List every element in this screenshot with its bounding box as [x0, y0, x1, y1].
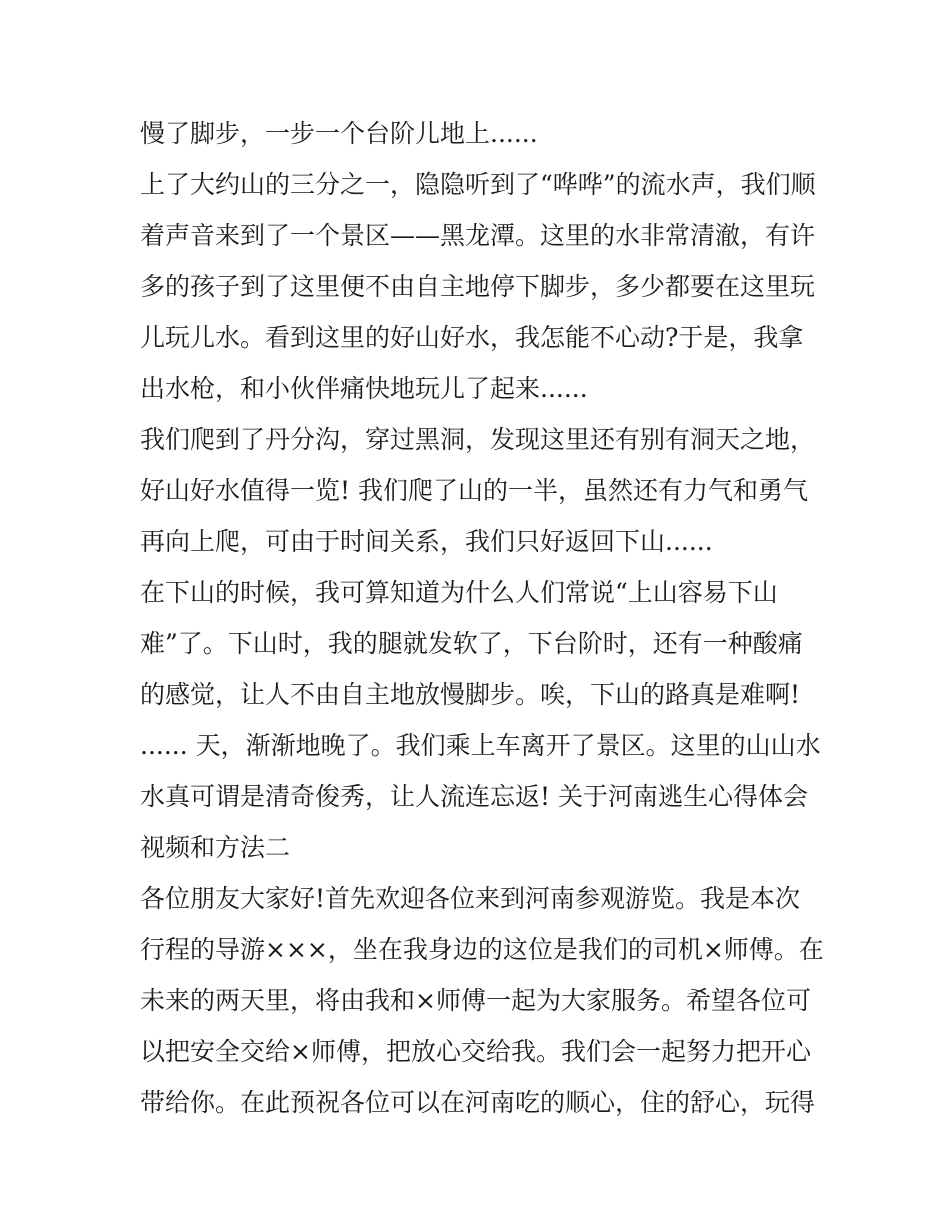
- text-line: 各位朋友大家好!首先欢迎各位来到河南参观游览。我是本次: [140, 884, 801, 913]
- text-line: 难”了。下山时，我的腿就发软了，下台阶时，还有一种酸痛: [140, 629, 803, 658]
- text-line: 好山好水值得一览! 我们爬了山的一半，虽然还有力气和勇气: [140, 476, 808, 505]
- text-line: 在下山的时候，我可算知道为什么人们常说“上山容易下山: [140, 578, 778, 607]
- text-line: 未来的两天里，将由我和×师傅一起为大家服务。希望各位可: [140, 986, 811, 1015]
- text-line: 水真可谓是清奇俊秀，让人流连忘返! 关于河南逃生心得体会: [140, 782, 808, 811]
- text-line: 带给你。在此预祝各位可以在河南吃的顺心，住的舒心，玩得: [140, 1088, 816, 1117]
- text-line: 行程的导游×××，坐在我身边的这位是我们的司机×师傅。在: [140, 935, 824, 964]
- text-line: 多的孩子到了这里便不由自主地停下脚步，多少都要在这里玩: [140, 272, 816, 301]
- text-line: 的感觉，让人不由自主地放慢脚步。唉，下山的路真是难啊!: [140, 680, 801, 709]
- text-line: 儿玩儿水。看到这里的好山好水，我怎能不心动?于是，我拿: [140, 323, 804, 352]
- body-text: [140, 108, 830, 1128]
- text-line: ...... 天，渐渐地晚了。我们乘上车离开了景区。这里的山山水: [140, 731, 821, 760]
- text-line: 出水枪，和小伙伴痛快地玩儿了起来......: [140, 374, 588, 403]
- text-line: 着声音来到了一个景区——黑龙潭。这里的水非常清澈，有许: [140, 221, 816, 250]
- text-line: 以把安全交给×师傅，把放心交给我。我们会一起努力把开心: [140, 1037, 811, 1066]
- text-line: 再向上爬，可由于时间关系，我们只好返回下山......: [140, 527, 713, 556]
- text-line: 我们爬到了丹分沟，穿过黑洞，发现这里还有别有洞天之地，: [140, 425, 816, 454]
- text-line: 上了大约山的三分之一，隐隐听到了“哗哗”的流水声，我们顺: [140, 170, 816, 199]
- text-line: 慢了脚步，一步一个台阶儿地上......: [140, 119, 538, 148]
- text-line: 视频和方法二: [140, 833, 291, 862]
